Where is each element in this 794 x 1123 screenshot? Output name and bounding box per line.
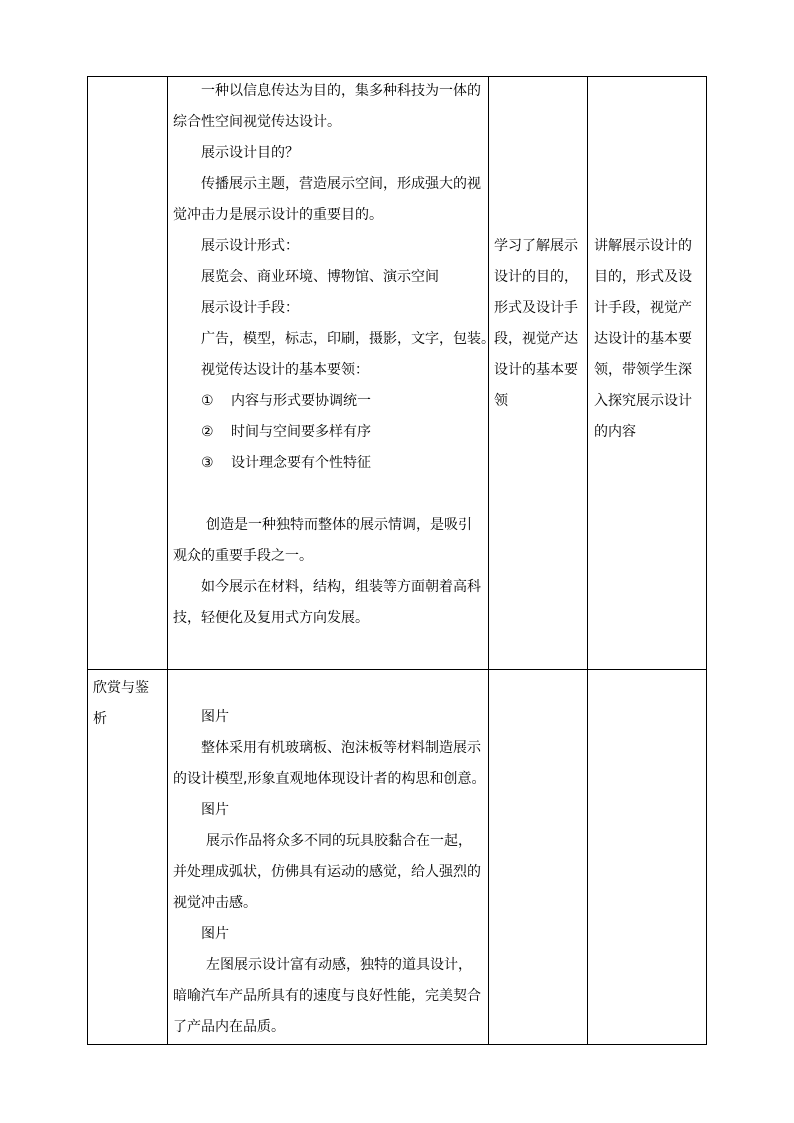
row2-content-cell <box>173 702 485 1043</box>
content-line: 视觉冲击感。 <box>173 895 257 911</box>
point-number: ① <box>201 393 214 409</box>
blank-line <box>173 479 485 510</box>
image-placeholder-label: 图片 <box>201 926 229 942</box>
teacher-line: 领，带领学生深 <box>594 362 692 378</box>
table-border-left <box>87 76 88 1045</box>
student-line: 领 <box>494 393 508 409</box>
content-line: 觉冲击力是展示设计的重要目的。 <box>173 207 383 223</box>
column-divider-2 <box>488 76 489 1045</box>
teacher-line: 达设计的基本要 <box>594 331 692 347</box>
content-line: 的设计模型,形象直观地体现设计者的构思和创意。 <box>173 771 486 787</box>
content-line: 展示作品将众多不同的玩具胶黏合在一起， <box>206 833 472 849</box>
content-line: 展示设计目的？ <box>201 145 299 161</box>
content-line: 综合性空间视觉传达设计。 <box>173 114 341 130</box>
image-placeholder-label: 图片 <box>201 802 229 818</box>
content-line: 整体采用有机玻璃板、泡沫板等材料制造展示 <box>201 740 481 756</box>
row-divider <box>87 669 707 670</box>
point-number: ③ <box>201 455 214 471</box>
content-line: 暗喻汽车产品所具有的速度与良好性能，完美契合 <box>173 988 481 1004</box>
point-number: ② <box>201 424 214 440</box>
content-line: 并处理成弧状，仿佛具有运动的感觉，给人强烈的 <box>173 864 481 880</box>
content-line: 视觉传达设计的基本要领： <box>201 362 369 378</box>
content-line: 传播展示主题，营造展示空间，形成强大的视 <box>201 176 481 192</box>
student-line: 形式及设计手 <box>494 300 578 316</box>
content-line: 如今展示在材料，结构，组装等方面朝着高科 <box>201 579 481 595</box>
numbered-point <box>173 417 485 448</box>
table-border-bottom <box>87 1044 707 1045</box>
teacher-line: 讲解展示设计的 <box>594 238 692 254</box>
point-text: 内容与形式要协调统一 <box>231 393 371 409</box>
table-border-right <box>706 76 707 1045</box>
lesson-plan-table <box>87 76 707 1045</box>
content-line: 一种以信息传达为目的，集多种科技为一体的 <box>201 83 481 99</box>
section-label-line: 欣赏与鉴 <box>93 680 149 696</box>
point-text: 设计理念要有个性特征 <box>231 455 371 471</box>
student-line: 段，视觉产达 <box>494 331 578 347</box>
teacher-line: 目的，形式及设 <box>594 269 692 285</box>
teacher-activity-cell <box>594 231 704 448</box>
student-line: 设计的目的， <box>494 269 578 285</box>
content-line: 技，轻便化及复用式方向发展。 <box>173 610 369 626</box>
content-line: 左图展示设计富有动感，独特的道具设计， <box>206 957 472 973</box>
teacher-line: 的内容 <box>594 424 636 440</box>
content-line: 广告，模型，标志，印刷，摄影，文字，包装。 <box>201 331 495 347</box>
content-line: 展示设计手段： <box>201 300 299 316</box>
section-label-line: 析 <box>93 711 107 727</box>
content-line: 创造是一种独特而整体的展示情调，是吸引 <box>206 517 472 533</box>
student-line: 学习了解展示 <box>494 238 578 254</box>
content-line: 了产品内在品质。 <box>173 1019 285 1035</box>
row1-content-cell <box>173 76 495 634</box>
section-label-cell <box>93 673 165 735</box>
point-text: 时间与空间要多样有序 <box>231 424 371 440</box>
teacher-line: 入探究展示设计 <box>594 393 692 409</box>
student-activity-cell <box>494 231 586 417</box>
teacher-line: 计手段，视觉产 <box>594 300 692 316</box>
numbered-point <box>173 386 485 417</box>
column-divider-3 <box>587 76 588 1045</box>
student-line: 设计的基本要 <box>494 362 578 378</box>
content-line: 展览会、商业环境、博物馆、演示空间 <box>201 269 439 285</box>
column-divider-1 <box>167 76 168 1045</box>
image-placeholder-label: 图片 <box>201 709 229 725</box>
content-line: 观众的重要手段之一。 <box>173 548 313 564</box>
content-line: 展示设计形式： <box>201 238 299 254</box>
numbered-point <box>173 448 485 479</box>
